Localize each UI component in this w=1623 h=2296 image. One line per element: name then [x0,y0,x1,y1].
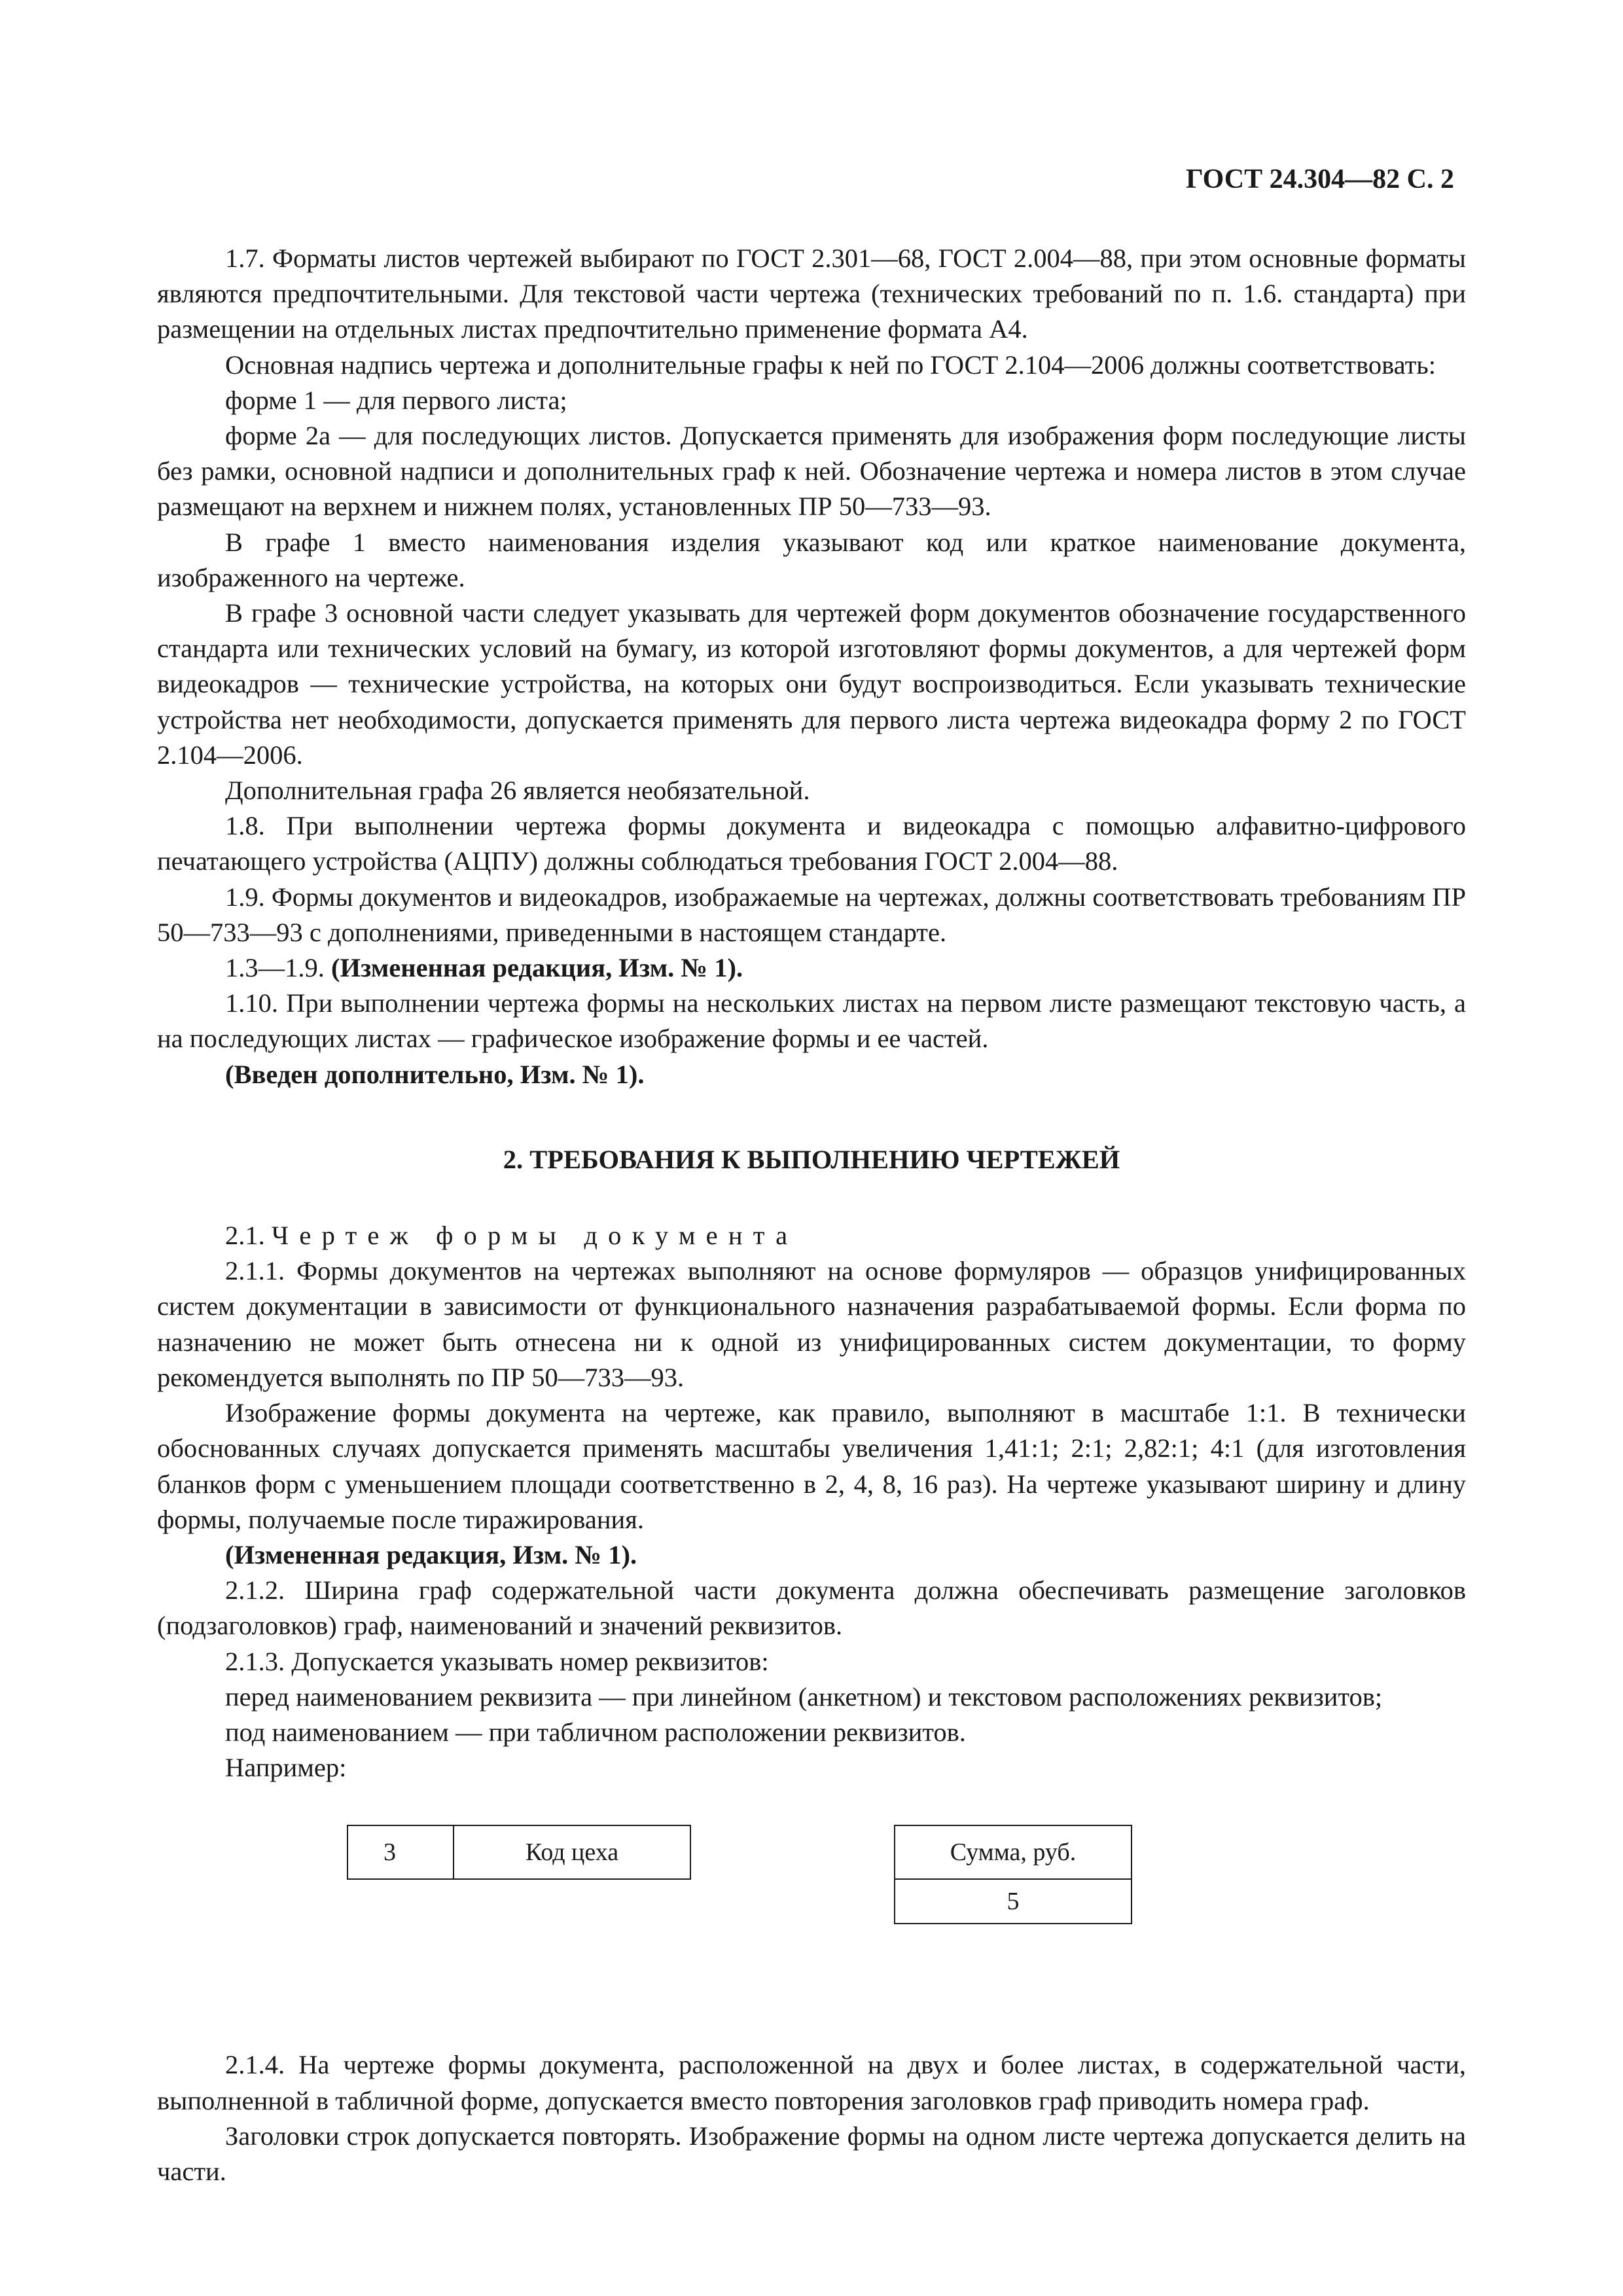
paragraph: В графе 1 вместо наименования изделия указывают код или краткое наименование документа, изображенного на чертеже. [157,527,1466,592]
subsection-number: 2.1. [225,1221,272,1251]
requisite-number-cell: 5 [895,1879,1132,1924]
section-title: 2. ТРЕБОВАНИЯ К ВЫПОЛНЕНИЮ ЧЕРТЕЖЕЙ [503,1144,1120,1174]
paragraph: 2.1.2. Ширина граф содержательной части документа должна обеспечивать размещение заголовков (подзаголовков) граф, наименований и значений реквизитов. [157,1575,1466,1641]
requisite-name-cell: Код цеха [454,1825,690,1879]
amendment-note [157,950,1466,986]
page-header: ГОСТ 24.304—82 С. 2 [1185,164,1454,194]
paragraph: 1.9. Формы документов и видеокадров, изображаемые на чертежах, должны соответствовать требованиям ПР 50—733—93 с дополнениями, приведенными в настоящем стандарте. [157,882,1466,947]
paragraph: 1.8. При выполнении чертежа формы документа и видеокадра с помощью алфавитно-цифрового печатающего устройства (АЦПУ) должны соблюдаться требования ГОСТ 2.004—88. [157,811,1466,876]
paragraph: 2.1.4. На чертеже формы документа, расположенной на двух и более листах, в содержательной части, выполненной в табличной форме, допускается вместо повторения заголовков граф приводить номера граф. [157,2050,1466,2115]
table-row [348,1825,690,1879]
table-row [895,1825,1132,1879]
paragraph: Основная надпись чертежа и дополнительные графы к ней по ГОСТ 2.104—2006 должны соответствовать: [225,350,1436,380]
amendment-note: (Измененная редакция, Изм. № 1). [225,1539,637,1570]
amendment-text: (Измененная редакция, Изм. № 1). [331,953,743,983]
example-table-tabular [894,1825,1132,1924]
example-tables [157,1825,1466,1943]
paragraph: форме 2а — для последующих листов. Допускается применять для изображения форм последующие листы без рамки, основной надписи и дополнительных граф к ней. Обозначение чертежа и номера листов в этом случае размещают на верхнем и нижнем полях, установленных ПР 50—733—93. [157,421,1466,522]
amendment-note: (Введен дополнительно, Изм. № 1). [225,1059,645,1089]
table-row [895,1879,1132,1924]
paragraph: В графе 3 основной части следует указывать для чертежей форм документов обозначение государственного стандарта или технических условий на бумагу, из которой изготовляют формы документов, а для чертежей форм видеокадров — технические устройства, на которых они будут воспроизводиться. Если указывать технические устройства нет необходимости, допускается применять для первого листа чертежа видеокадра форму 2 по ГОСТ 2.104—2006. [157,598,1466,770]
paragraph: перед наименованием реквизита — при линейном (анкетном) и текстовом расположениях реквизитов; [225,1681,1383,1712]
subsection-title: Чертеж формы документа [271,1221,798,1251]
paragraph: Например: [225,1753,347,1783]
paragraph: 2.1.3. Допускается указывать номер реквизитов: [225,1646,769,1676]
paragraph: Заголовки строк допускается повторять. Изображение формы на одном листе чертежа допускается делить на части. [157,2121,1466,2186]
requisite-name-cell: Сумма, руб. [895,1825,1132,1879]
paragraph: Дополнительная графа 26 является необязательной. [225,776,810,806]
amendment-prefix: 1.3—1.9. [225,953,331,983]
paragraph: 1.10. При выполнении чертежа формы на нескольких листах на первом листе размещают текстовую часть, а на последующих листах — графическое изображение формы и ее частей. [157,988,1466,1054]
paragraph: Изображение формы документа на чертеже, как правило, выполняют в масштабе 1:1. В технически обоснованных случаях допускается применять масштабы увеличения 1,41:1; 2:1; 2,82:1; 4:1 (для изготовления бланков форм с уменьшением площади соответственно в 2, 4, 8, 16 раз). На чертеже указывают ширину и длину формы, получаемые после тиражирования. [157,1398,1466,1534]
requisite-number-cell: 3 [348,1825,454,1879]
paragraph: форме 1 — для первого листа; [225,385,567,415]
document-body [157,241,1466,2189]
paragraph: под наименованием — при табличном расположении реквизитов. [225,1717,966,1747]
paragraph: 1.7. Форматы листов чертежей выбирают по ГОСТ 2.301—68, ГОСТ 2.004—88, при этом основные форматы являются предпочтительными. Для текстовой части чертежа (технических требований по п. 1.6. стандарта) при размещении на отдельных листах предпочтительно применение формата А4. [157,243,1466,344]
subsection-heading [157,1218,1466,1253]
example-table-linear [347,1825,691,1880]
paragraph: 2.1.1. Формы документов на чертежах выполняют на основе формуляров — образцов унифицированных систем документации в зависимости от функционального назначения разрабатываемой формы. Если форма по назначению не может быть отнесена ни к одной из унифицированных систем документации, то форму рекомендуется выполнять по ПР 50—733—93. [157,1256,1466,1392]
